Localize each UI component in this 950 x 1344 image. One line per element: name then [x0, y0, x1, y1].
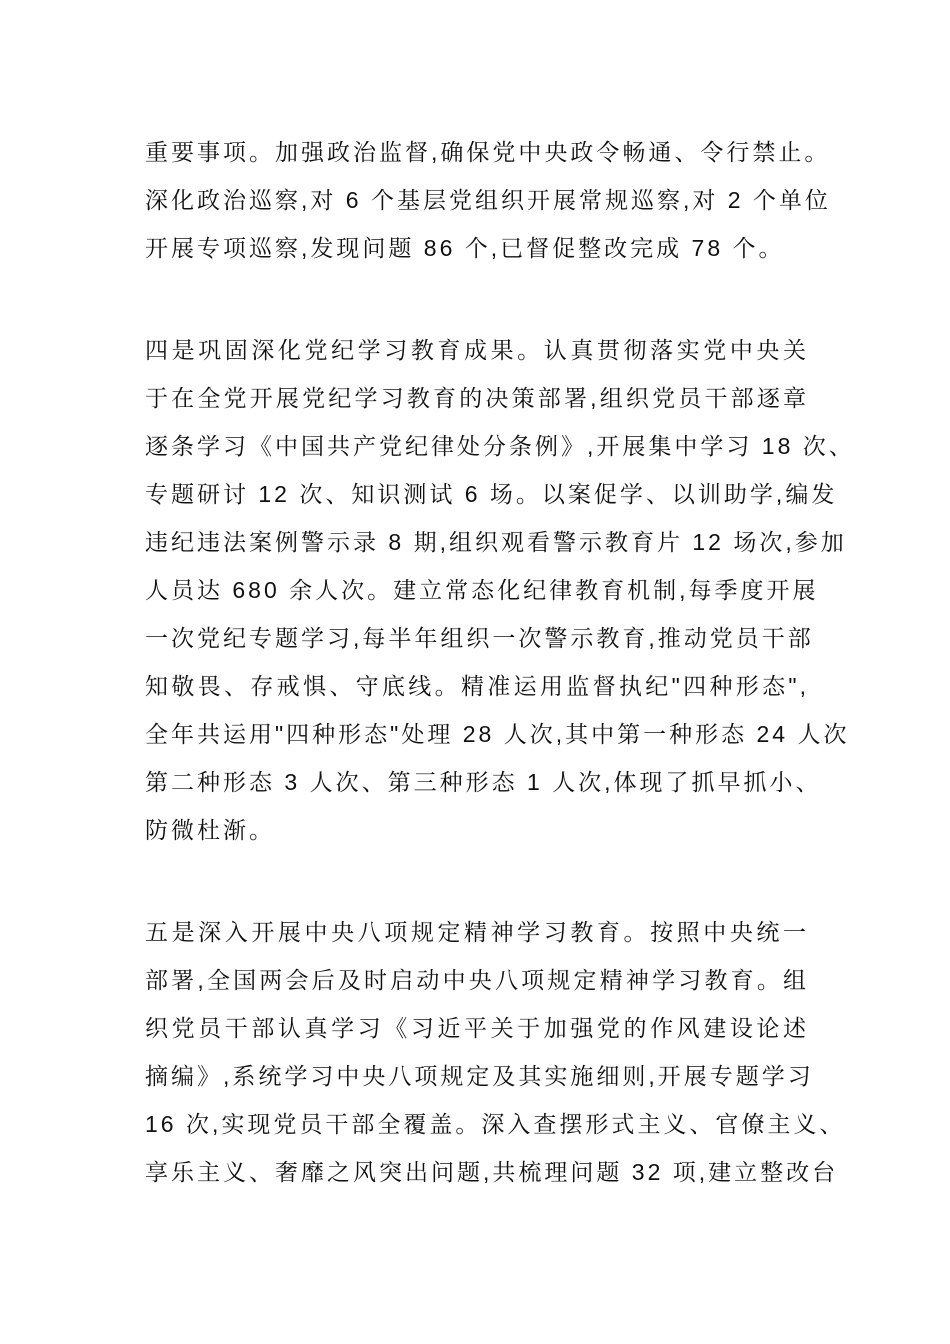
text-line: 摘编》,系统学习中央八项规定及其实施细则,开展专题学习 [145, 1063, 814, 1089]
text-line: 织党员干部认真学习《习近平关于加强党的作风建设论述 [145, 1015, 809, 1041]
text-line: 逐条学习《中国共产党纪律处分条例》,开展集中学习 18 次、 [145, 433, 855, 459]
text-line: 违纪违法案例警示录 8 期,组织观看警示教育片 12 场次,参加 [145, 529, 847, 555]
text-line: 重要事项。加强政治监督,确保党中央政令畅通、令行禁止。 [145, 139, 831, 165]
text-line: 第二种形态 3 人次、第三种形态 1 人次,体现了抓早抓小、 [145, 769, 822, 795]
text-line: 五是深入开展中央八项规定精神学习教育。按照中央统一 [145, 919, 809, 945]
paragraph-eight-point-regulation [145, 908, 846, 1196]
text-line: 全年共运用"四种形态"处理 28 人次,其中第一种形态 24 人次 [145, 721, 850, 747]
text-line: 深化政治巡察,对 6 个基层党组织开展常规巡察,对 2 个单位 [145, 187, 831, 213]
text-line: 开展专项巡察,发现问题 86 个,已督促整改完成 78 个。 [145, 235, 785, 261]
text-line: 知敬畏、存戒惧、守底线。精准运用监督执纪"四种形态", [145, 673, 809, 699]
text-line: 四是巩固深化党纪学习教育成果。认真贯彻落实党中央关 [145, 337, 809, 363]
text-line: 专题研讨 12 次、知识测试 6 场。以案促学、以训助学,编发 [145, 481, 838, 507]
paragraph-party-discipline-education [145, 326, 855, 854]
document-page [145, 128, 855, 1250]
text-line: 享乐主义、奢靡之风突出问题,共梳理问题 32 项,建立整改台 [145, 1159, 839, 1185]
paragraph-political-inspection [145, 128, 831, 272]
text-line: 16 次,实现党员干部全覆盖。深入查摆形式主义、官僚主义、 [145, 1111, 846, 1137]
text-line: 部署,全国两会后及时启动中央八项规定精神学习教育。组 [145, 967, 809, 993]
text-line: 一次党纪专题学习,每半年组织一次警示教育,推动党员干部 [145, 625, 814, 651]
text-line: 防微杜渐。 [145, 817, 275, 843]
text-line: 人员达 680 余人次。建立常态化纪律教育机制,每季度开展 [145, 577, 819, 603]
text-line: 于在全党开展党纪学习教育的决策部署,组织党员干部逐章 [145, 385, 809, 411]
